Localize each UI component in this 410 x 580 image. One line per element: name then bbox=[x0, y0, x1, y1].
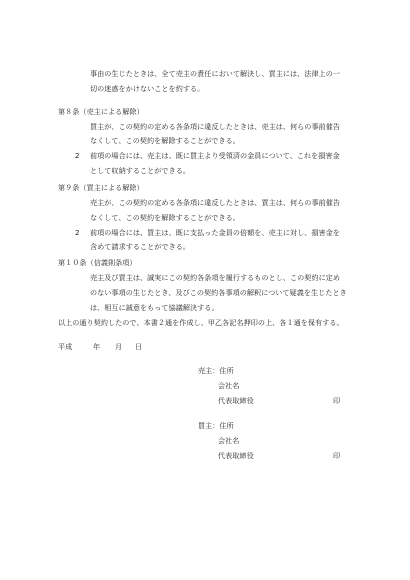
closing-statement: 以上の通り契約したので、本書２通を作成し、甲乙各記名押印の上、各１通を保有する。 bbox=[58, 318, 344, 327]
seller-seal-mark: 印 bbox=[333, 396, 341, 405]
article-9-text-line: 含めて請求することができる。 bbox=[90, 242, 191, 251]
article-9-text-line: 売主が、この契約の定める各条項に違反したときは、買主は、何らの事前催告 bbox=[90, 198, 341, 207]
article-10-text-line: 売主及び買主は、誠実にこの契約各条項を履行するものとし、この契約に定め bbox=[90, 273, 341, 282]
article-10-text-line: は、相互に誠意をもって協議解決する。 bbox=[90, 303, 219, 312]
article-8-paragraph-number: 2 bbox=[75, 151, 80, 160]
date-year: 年 bbox=[93, 342, 101, 351]
date-month: 月 bbox=[115, 342, 123, 351]
buyer-seal-mark: 印 bbox=[333, 451, 341, 460]
seller-address-label: 売主：住所 bbox=[198, 366, 234, 375]
seller-representative-label: 代表取締役 bbox=[218, 396, 254, 405]
article-10-text-line: のない事項の生じたとき、及びこの契約各事項の解釈について疑義を生じたとき bbox=[90, 288, 347, 297]
article-9-text-line: 前項の場合には、買主は、既に支払った金員の倍額を、売主に対し、損害金を bbox=[90, 228, 341, 237]
continuation-line: 事由の生じたときは、全て売主の責任において解決し、買主には、法律上の一 bbox=[90, 69, 341, 78]
article-8-heading: 第８条（売主による解除） bbox=[58, 107, 144, 116]
article-8-text-line: なくして、この契約を解除することができる。 bbox=[90, 136, 240, 145]
article-9-text-line: なくして、この契約を解除することができる。 bbox=[90, 213, 240, 222]
article-8-text-line: 買主が、この契約の定める各条項に違反したときは、売主は、何らの事前催告 bbox=[90, 122, 341, 131]
article-9-heading: 第９条（買主による解除） bbox=[58, 183, 144, 192]
buyer-address-label: 買主：住所 bbox=[198, 421, 234, 430]
buyer-representative-label: 代表取締役 bbox=[218, 451, 254, 460]
buyer-company-label: 会社名 bbox=[218, 436, 240, 445]
continuation-line: 切の迷惑をかけないことを約する。 bbox=[90, 84, 205, 93]
date-era: 平成 bbox=[58, 342, 73, 351]
article-8-text-line: 前項の場合には、売主は、既に買主より受領済の金員について、これを損害金 bbox=[90, 151, 340, 160]
seller-company-label: 会社名 bbox=[218, 381, 240, 390]
date-day: 日 bbox=[135, 342, 143, 351]
article-9-paragraph-number: 2 bbox=[75, 228, 80, 237]
article-8-text-line: として収納することができる。 bbox=[90, 166, 191, 175]
article-10-heading: 第１０条（信義則条項） bbox=[58, 258, 137, 267]
